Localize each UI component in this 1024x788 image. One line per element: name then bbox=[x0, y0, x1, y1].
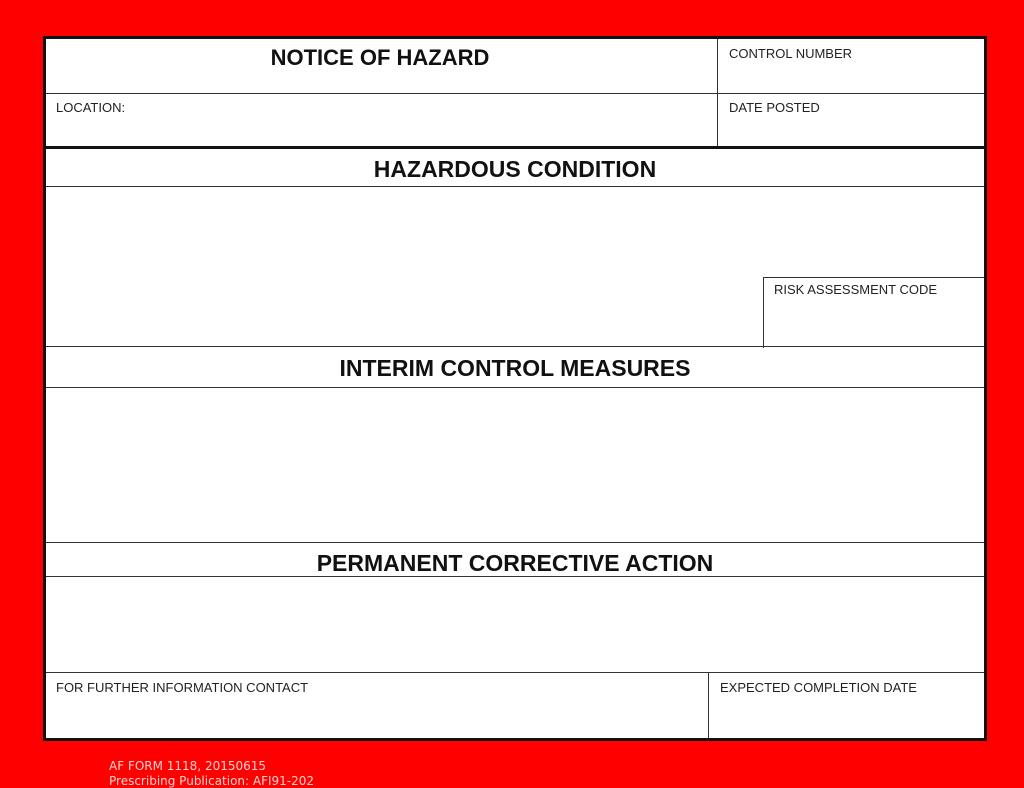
interim-control-measures-heading: INTERIM CONTROL MEASURES bbox=[339, 355, 691, 381]
divider bbox=[46, 186, 984, 187]
risk-assessment-code-label: RISK ASSESSMENT CODE bbox=[774, 282, 938, 297]
hazardous-condition-heading: HAZARDOUS CONDITION bbox=[373, 156, 657, 182]
form-id: AF FORM 1118, 20150615 bbox=[109, 759, 267, 773]
divider bbox=[46, 346, 984, 347]
divider bbox=[46, 93, 984, 94]
further-info-contact-field[interactable] bbox=[46, 695, 706, 737]
date-posted-label: DATE POSTED bbox=[729, 100, 820, 115]
location-field[interactable] bbox=[46, 115, 716, 145]
divider bbox=[46, 576, 984, 577]
form-title: NOTICE OF HAZARD bbox=[270, 45, 490, 70]
location-label: LOCATION: bbox=[56, 100, 126, 115]
permanent-corrective-action-heading: PERMANENT CORRECTIVE ACTION bbox=[316, 550, 714, 576]
divider bbox=[46, 146, 984, 149]
control-number-field[interactable] bbox=[718, 61, 984, 93]
divider bbox=[708, 672, 709, 738]
risk-assessment-code-box[interactable] bbox=[763, 277, 984, 348]
interim-control-measures-field[interactable] bbox=[46, 389, 984, 541]
divider bbox=[46, 672, 984, 673]
expected-completion-label: EXPECTED COMPLETION DATE bbox=[720, 680, 917, 695]
notice-of-hazard-form bbox=[43, 36, 987, 741]
prescribing-publication: Prescribing Publication: AFI91-202 bbox=[109, 774, 315, 788]
permanent-corrective-action-field[interactable] bbox=[46, 578, 984, 671]
further-info-label: FOR FURTHER INFORMATION CONTACT bbox=[56, 680, 309, 695]
date-posted-field[interactable] bbox=[718, 115, 984, 145]
control-number-label: CONTROL NUMBER bbox=[729, 46, 853, 61]
divider bbox=[46, 387, 984, 388]
divider bbox=[46, 542, 984, 543]
hazardous-condition-field[interactable] bbox=[46, 188, 761, 346]
expected-completion-date-field[interactable] bbox=[710, 695, 984, 737]
